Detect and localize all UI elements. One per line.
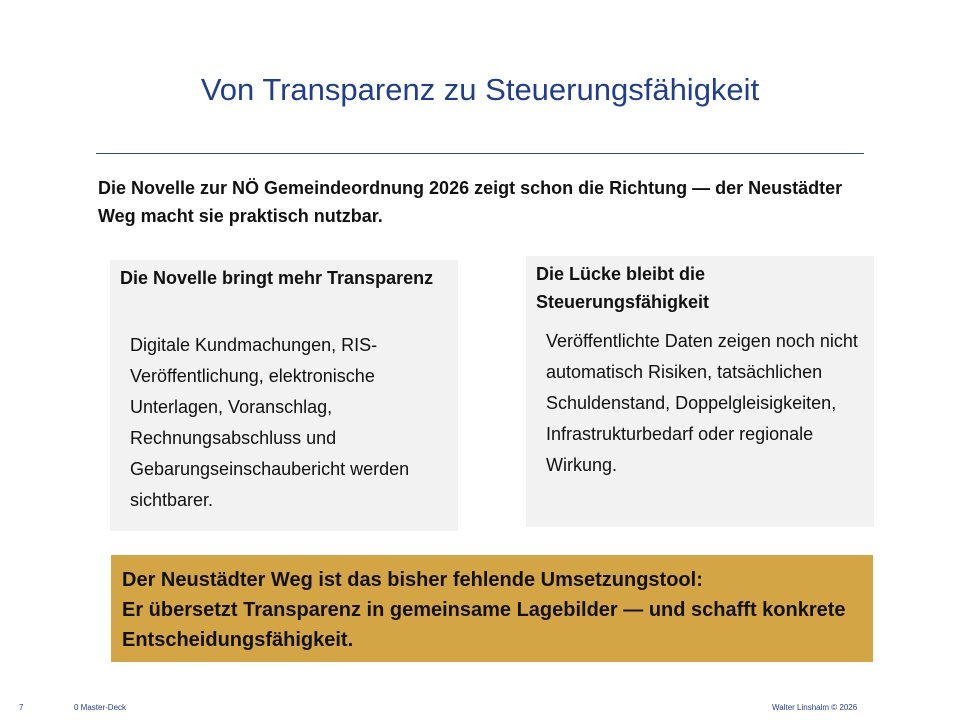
- transparency-card-heading: Die Novelle bringt mehr Transparenz: [120, 268, 434, 288]
- deck-name: 0 Master-Deck: [74, 703, 127, 712]
- intro-text: Die Novelle zur NÖ Gemeindeordnung 2026 zeigt schon die Richtung — der Neustädter Weg macht sie praktisch nutzbar.: [98, 178, 843, 226]
- steering-gap-card-body: Veröffentlichte Daten zeigen noch nicht automatisch Risiken, tatsächlichen Schuldenstand, Doppelgleisigkeiten, Infrastrukturbedarf oder regionale Wirkung.: [546, 331, 858, 475]
- title-divider: [96, 153, 864, 154]
- transparency-card-body: Digitale Kundmachungen, RIS-Veröffentlichung, elektronische Unterlagen, Voranschlag, Rechnungsabschluss und Gebarungseinschaubericht werden sichtbarer.: [130, 335, 410, 510]
- conclusion-callout: [111, 555, 873, 662]
- steering-gap-card-heading: Die Lücke bleibt die Steuerungsfähigkeit: [536, 264, 710, 312]
- slide-title: Von Transparenz zu Steuerungsfähigkeit: [200, 72, 760, 107]
- steering-gap-card: [526, 256, 874, 527]
- author-credit: Walter Linshalm © 2026: [772, 703, 858, 712]
- conclusion-callout-text: Der Neustädter Weg ist das bisher fehlende Umsetzungstool: Er übersetzt Transparenz in gemeinsame Lagebilder — und schafft konkrete Entscheidungsfähigkeit.: [122, 569, 846, 651]
- page-number: 7: [19, 703, 24, 712]
- transparency-card: [110, 260, 458, 531]
